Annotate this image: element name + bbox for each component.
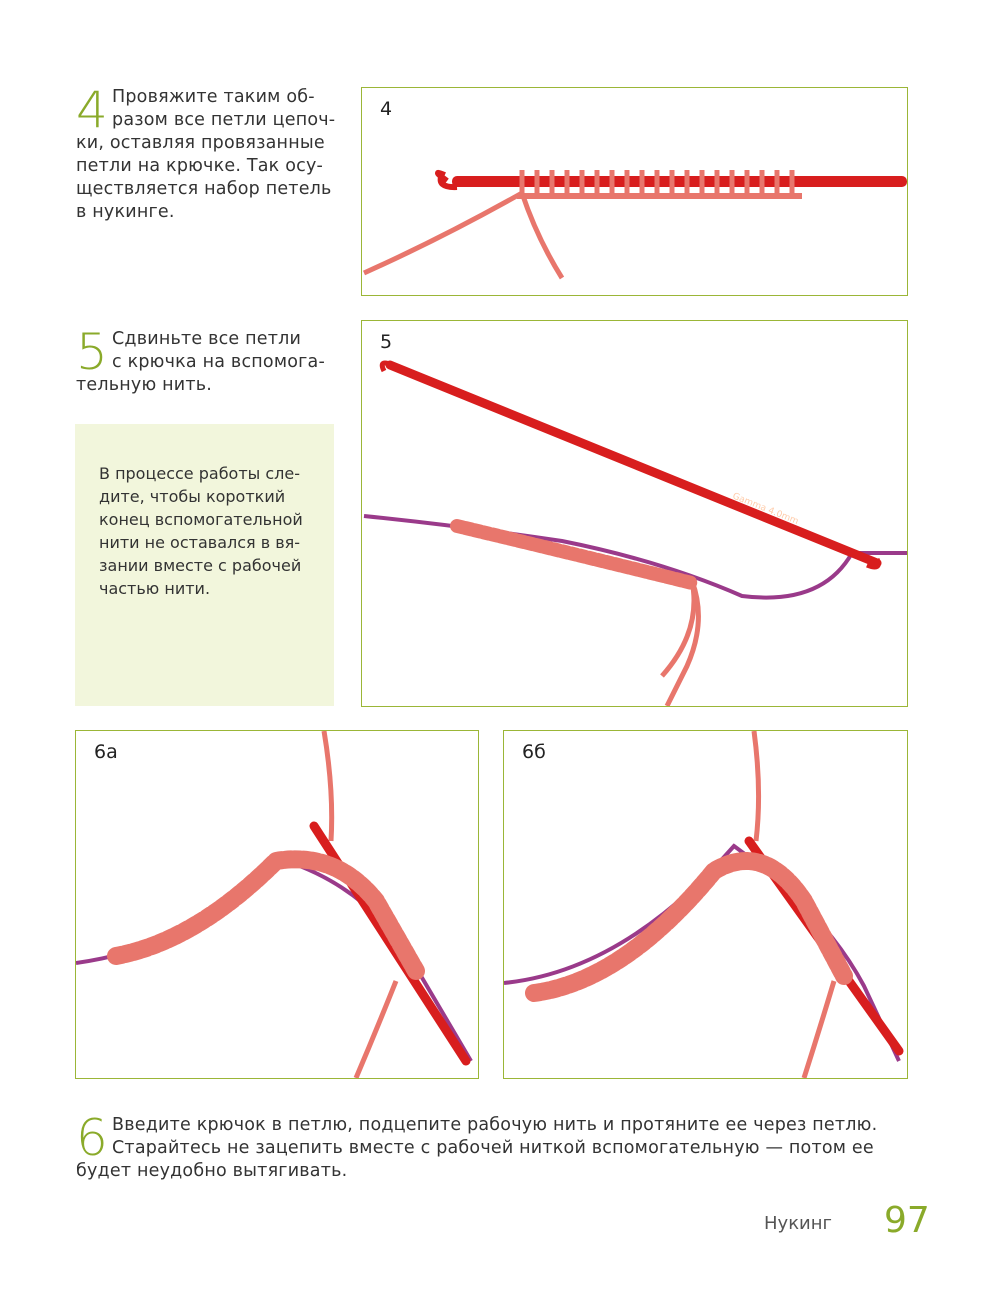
figure-5-illustration	[362, 321, 907, 706]
note-text	[99, 462, 319, 600]
figure-6b	[503, 730, 908, 1079]
figure-4	[361, 87, 908, 296]
step-4-line: ществляется набор петель	[76, 179, 332, 199]
step-4-number: 4	[76, 81, 109, 139]
step-4-line: петли на крючке. Так осу-	[76, 156, 324, 176]
step-5-line: с крючка на вспомога-	[112, 352, 325, 372]
step-5-line: тельную нить.	[76, 375, 213, 395]
note-line: дите, чтобы короткий	[99, 487, 286, 506]
step-6-line: будет неудобно вытягивать.	[76, 1161, 348, 1181]
note-line: зании вместе с рабочей	[99, 556, 302, 575]
figure-5	[361, 320, 908, 707]
note-line: конец вспомогательной	[99, 510, 303, 529]
figure-6a-illustration	[76, 731, 478, 1078]
note-box	[75, 424, 334, 706]
step-5-text	[76, 323, 346, 397]
note-line: В процессе работы сле-	[99, 464, 301, 483]
step-4-line: Провяжите таким об-	[112, 87, 315, 107]
figure-4-label: 4	[380, 98, 393, 120]
note-line: нити не оставался в вя-	[99, 533, 301, 552]
step-6-text	[76, 1109, 906, 1183]
note-line: частью нити.	[99, 579, 211, 598]
figure-6a	[75, 730, 479, 1079]
figure-6b-illustration	[504, 731, 907, 1078]
step-5-line: Сдвиньте все петли	[112, 329, 302, 349]
figure-6b-label: 6б	[522, 741, 546, 763]
step-6-number: 6	[76, 1109, 109, 1167]
step-5-number: 5	[76, 323, 109, 381]
step-4-line: разом все петли цепоч-	[112, 110, 336, 130]
figure-4-illustration	[362, 88, 907, 295]
step-4-line: ки, оставляя провязанные	[76, 133, 325, 153]
step-4-line: в нукинге.	[76, 202, 175, 222]
step-6-line: Введите крючок в петлю, подцепите рабочую нить и протяните ее через петлю.	[112, 1115, 878, 1135]
figure-5-label: 5	[380, 331, 393, 353]
step-6-line: Старайтесь не зацепить вместе с рабочей ниткой вспомогательную — потом ее	[112, 1138, 874, 1158]
step-4-text	[76, 81, 346, 224]
hook-text: Gamma 4.0mm	[730, 491, 800, 528]
footer-section-title: Нукинг	[764, 1213, 832, 1234]
figure-6a-label: 6а	[94, 741, 118, 763]
page-number: 97	[884, 1200, 930, 1241]
